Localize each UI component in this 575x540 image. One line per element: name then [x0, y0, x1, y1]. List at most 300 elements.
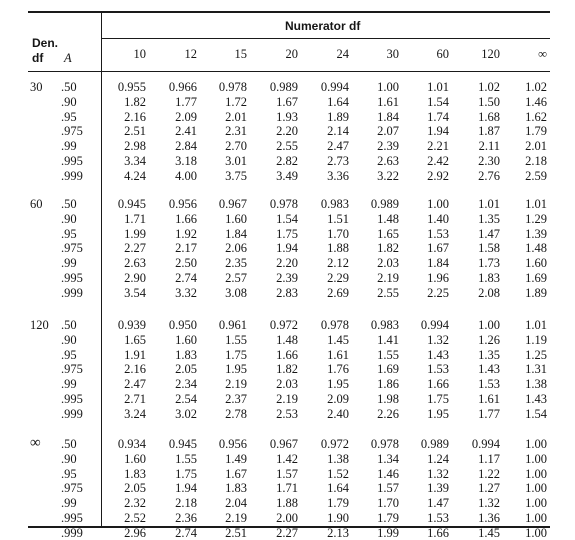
table-cell: 2.35 [225, 256, 247, 271]
column-header: 24 [336, 47, 349, 61]
den-df-value: ∞ [30, 435, 41, 451]
table-cell: 1.32 [427, 466, 449, 481]
table-cell: 1.82 [377, 241, 399, 256]
table-cell: 1.34 [377, 451, 399, 466]
table-cell: 1.01 [427, 80, 449, 94]
table-cell: 2.83 [276, 285, 298, 300]
alpha-level: .999 [61, 168, 83, 183]
table-cell: 1.49 [225, 451, 247, 466]
table-cell: 1.01 [525, 318, 547, 332]
table-cell: 2.51 [225, 525, 247, 540]
table-cell: 0.972 [320, 437, 349, 451]
table-cell: 1.45 [327, 332, 349, 347]
table-cell: 1.73 [478, 256, 500, 271]
table-cell: 2.19 [377, 271, 399, 285]
table-cell: 1.72 [225, 94, 247, 109]
table-cell: 2.55 [377, 285, 399, 300]
alpha-level: .999 [61, 525, 83, 540]
table-cell: 2.17 [175, 241, 197, 256]
table-cell: 1.43 [427, 347, 449, 362]
table-cell: 1.35 [478, 211, 500, 226]
table-cell: 2.18 [175, 496, 197, 511]
table-cell: 2.74 [175, 525, 197, 540]
table-cell: 3.18 [175, 154, 197, 168]
alpha-level: .50 [61, 80, 77, 94]
header-rule [28, 71, 550, 72]
den-df-value: 30 [30, 80, 43, 94]
table-cell: 1.32 [427, 332, 449, 347]
alpha-level: .90 [61, 94, 77, 109]
table-cell: 1.99 [124, 226, 146, 241]
table-cell: 0.961 [218, 318, 247, 332]
alpha-level: .95 [61, 466, 77, 481]
table-cell: 1.19 [525, 332, 547, 347]
table-cell: 2.19 [225, 511, 247, 525]
table-cell: 2.39 [276, 271, 298, 285]
table-cell: 1.57 [377, 481, 399, 496]
table-cell: 1.54 [525, 406, 547, 421]
table-cell: 1.00 [525, 451, 547, 466]
den-df-value: 120 [30, 318, 49, 332]
table-cell: 1.64 [327, 94, 349, 109]
table-cell: 1.36 [478, 511, 500, 525]
table-cell: 1.53 [427, 226, 449, 241]
table-cell: 2.36 [175, 511, 197, 525]
table-cell: 1.75 [225, 347, 247, 362]
table-cell: 1.39 [427, 481, 449, 496]
table-cell: 1.79 [377, 511, 399, 525]
den-label: Den. [32, 36, 59, 50]
alpha-level: .50 [61, 318, 77, 332]
table-cell: 1.87 [478, 124, 500, 139]
table-cell: 0.967 [218, 197, 247, 211]
table-cell: 1.00 [525, 525, 547, 540]
column-header: 30 [386, 47, 399, 61]
table-cell: 1.01 [525, 197, 547, 211]
f-distribution-table [28, 11, 550, 540]
table-cell: 1.22 [478, 466, 500, 481]
table-cell: 1.68 [478, 109, 500, 124]
table-cell: 2.20 [276, 256, 298, 271]
table-cell: 1.27 [478, 481, 500, 496]
table-cell: 2.16 [124, 109, 146, 124]
alpha-level: .999 [61, 285, 83, 300]
alpha-level: .50 [61, 437, 77, 451]
table-cell: 1.74 [427, 109, 449, 124]
table-cell: 1.79 [327, 496, 349, 511]
table-cell: 2.84 [175, 139, 197, 154]
table-cell: 2.40 [327, 406, 349, 421]
alpha-level: .50 [61, 197, 77, 211]
table-cell: 1.42 [276, 451, 298, 466]
table-cell: 1.62 [525, 109, 547, 124]
column-header: ∞ [538, 47, 547, 61]
table-cell: 0.956 [168, 197, 197, 211]
table-cell: 2.13 [327, 525, 349, 540]
table-cell: 2.41 [175, 124, 197, 139]
table-cell: 2.78 [225, 406, 247, 421]
table-cell: 1.61 [478, 392, 500, 406]
table-cell: 2.26 [377, 406, 399, 421]
table-cell: 0.983 [370, 318, 399, 332]
table-cell: 0.945 [168, 437, 197, 451]
table-cell: 2.05 [175, 362, 197, 377]
table-cell: 2.18 [525, 154, 547, 168]
table-cell: 2.06 [225, 241, 247, 256]
numerator-df-title: Numerator df [285, 19, 361, 33]
table-cell: 1.83 [225, 481, 247, 496]
table-cell: 1.75 [427, 392, 449, 406]
table-cell: 2.11 [478, 139, 500, 154]
table-cell: 0.934 [117, 437, 146, 451]
table-cell: 3.02 [175, 406, 197, 421]
table-cell: 1.31 [525, 362, 547, 377]
table-cell: 1.96 [427, 271, 449, 285]
table-cell: 1.99 [377, 525, 399, 540]
table-cell: 1.75 [175, 466, 197, 481]
table-cell: 1.70 [377, 496, 399, 511]
table-cell: 3.08 [225, 285, 247, 300]
table-cell: 2.01 [225, 109, 247, 124]
table-cell: 1.95 [225, 362, 247, 377]
table-cell: 1.39 [525, 226, 547, 241]
alpha-level: .90 [61, 332, 77, 347]
table-cell: 4.24 [124, 168, 146, 183]
table-cell: 2.01 [525, 139, 547, 154]
table-cell: 1.46 [377, 466, 399, 481]
table-cell: 3.54 [124, 285, 146, 300]
table-cell: 0.978 [218, 80, 247, 94]
column-header: 120 [481, 47, 500, 61]
table-cell: 0.994 [420, 318, 449, 332]
table-cell: 1.64 [327, 481, 349, 496]
table-cell: 1.54 [427, 94, 449, 109]
table-cell: 2.16 [124, 362, 146, 377]
table-cell: 0.994 [320, 80, 349, 94]
table-cell: 2.69 [327, 285, 349, 300]
alpha-level: .95 [61, 347, 77, 362]
column-header: 60 [436, 47, 449, 61]
table-cell: 0.945 [117, 197, 146, 211]
alpha-level: .99 [61, 256, 77, 271]
table-cell: 0.955 [117, 80, 146, 94]
table-cell: 1.53 [427, 511, 449, 525]
table-cell: 1.47 [427, 496, 449, 511]
table-cell: 1.24 [427, 451, 449, 466]
table-cell: 0.989 [420, 437, 449, 451]
table-cell: 1.70 [327, 226, 349, 241]
table-cell: 1.00 [478, 318, 500, 332]
table-cell: 1.83 [124, 466, 146, 481]
table-cell: 2.92 [427, 168, 449, 183]
table-cell: 2.50 [175, 256, 197, 271]
table-cell: 0.972 [269, 318, 298, 332]
table-cell: 2.04 [225, 496, 247, 511]
table-cell: 1.60 [225, 211, 247, 226]
table-cell: 1.29 [525, 211, 547, 226]
top-rule [28, 11, 550, 13]
table-cell: 1.92 [175, 226, 197, 241]
table-cell: 1.40 [427, 211, 449, 226]
table-cell: 2.39 [377, 139, 399, 154]
alpha-level: .99 [61, 139, 77, 154]
table-cell: 1.45 [478, 525, 500, 540]
table-cell: 2.96 [124, 525, 146, 540]
table-cell: 1.26 [478, 332, 500, 347]
table-cell: 1.46 [525, 94, 547, 109]
table-cell: 1.57 [276, 466, 298, 481]
table-cell: 3.49 [276, 168, 298, 183]
table-cell: 2.29 [327, 271, 349, 285]
table-cell: 1.95 [327, 377, 349, 392]
table-cell: 1.66 [427, 377, 449, 392]
table-cell: 2.51 [124, 124, 146, 139]
column-header: 12 [184, 47, 197, 61]
table-cell: 1.54 [276, 211, 298, 226]
table-cell: 1.60 [124, 451, 146, 466]
table-cell: 1.02 [478, 80, 500, 94]
table-cell: 0.983 [320, 197, 349, 211]
table-cell: 1.00 [525, 511, 547, 525]
alpha-level: .90 [61, 211, 77, 226]
table-cell: 1.43 [478, 362, 500, 377]
table-cell: 0.967 [269, 437, 298, 451]
table-cell: 1.52 [327, 466, 349, 481]
table-cell: 1.58 [478, 241, 500, 256]
table-cell: 1.25 [525, 347, 547, 362]
table-cell: 3.32 [175, 285, 197, 300]
table-cell: 1.88 [276, 496, 298, 511]
table-cell: 1.66 [427, 525, 449, 540]
table-cell: 0.950 [168, 318, 197, 332]
table-cell: 2.82 [276, 154, 298, 168]
table-cell: 1.61 [377, 94, 399, 109]
table-cell: 1.53 [478, 377, 500, 392]
table-cell: 1.83 [175, 347, 197, 362]
alpha-level: .999 [61, 406, 83, 421]
table-cell: 2.07 [377, 124, 399, 139]
table-cell: 2.54 [175, 392, 197, 406]
table-cell: 2.08 [478, 285, 500, 300]
table-cell: 1.53 [427, 362, 449, 377]
table-cell: 2.37 [225, 392, 247, 406]
table-cell: 1.82 [124, 94, 146, 109]
table-cell: 1.79 [525, 124, 547, 139]
table-cell: 3.75 [225, 168, 247, 183]
alpha-level: .95 [61, 226, 77, 241]
table-cell: 1.71 [276, 481, 298, 496]
table-cell: 2.42 [427, 154, 449, 168]
table-cell: 1.00 [525, 496, 547, 511]
table-cell: 1.65 [377, 226, 399, 241]
table-cell: 1.90 [327, 511, 349, 525]
table-cell: 0.989 [269, 80, 298, 94]
table-cell: 2.00 [276, 511, 298, 525]
table-cell: 2.47 [327, 139, 349, 154]
table-cell: 1.00 [377, 80, 399, 94]
table-cell: 1.89 [525, 285, 547, 300]
table-cell: 1.69 [377, 362, 399, 377]
alpha-level: .90 [61, 451, 77, 466]
table-cell: 1.93 [276, 109, 298, 124]
table-cell: 1.55 [225, 332, 247, 347]
table-cell: 1.38 [327, 451, 349, 466]
table-cell: 1.50 [478, 94, 500, 109]
table-cell: 2.09 [175, 109, 197, 124]
table-cell: 1.41 [377, 332, 399, 347]
table-cell: 1.91 [124, 347, 146, 362]
table-cell: 1.55 [377, 347, 399, 362]
table-cell: 1.94 [427, 124, 449, 139]
numerator-header-rule [101, 38, 550, 39]
table-cell: 2.12 [327, 256, 349, 271]
table-cell: 2.03 [276, 377, 298, 392]
alpha-level: .99 [61, 496, 77, 511]
table-cell: 1.47 [478, 226, 500, 241]
table-cell: 2.19 [276, 392, 298, 406]
table-cell: 1.02 [525, 80, 547, 94]
table-cell: 1.67 [427, 241, 449, 256]
table-cell: 1.84 [377, 109, 399, 124]
alpha-symbol: A [64, 51, 72, 65]
table-cell: 2.27 [276, 525, 298, 540]
table-cell: 0.978 [320, 318, 349, 332]
table-cell: 2.71 [124, 392, 146, 406]
table-cell: 1.67 [225, 466, 247, 481]
alpha-level: .995 [61, 392, 83, 406]
table-cell: 2.70 [225, 139, 247, 154]
alpha-level: .975 [61, 481, 83, 496]
table-cell: 1.51 [327, 211, 349, 226]
table-cell: 1.01 [478, 197, 500, 211]
table-cell: 2.14 [327, 124, 349, 139]
table-cell: 0.978 [269, 197, 298, 211]
table-cell: 2.25 [427, 285, 449, 300]
table-cell: 1.66 [276, 347, 298, 362]
table-cell: 2.52 [124, 511, 146, 525]
table-cell: 1.00 [525, 466, 547, 481]
table-cell: 1.43 [525, 392, 547, 406]
alpha-level: .975 [61, 124, 83, 139]
table-cell: 0.994 [471, 437, 500, 451]
table-cell: 1.75 [276, 226, 298, 241]
table-cell: 1.17 [478, 451, 500, 466]
table-cell: 1.89 [327, 109, 349, 124]
table-cell: 3.22 [377, 168, 399, 183]
table-cell: 2.74 [175, 271, 197, 285]
table-cell: 2.20 [276, 124, 298, 139]
table-cell: 0.939 [117, 318, 146, 332]
table-cell: 2.59 [525, 168, 547, 183]
den-df-value: 60 [30, 197, 43, 211]
alpha-level: .995 [61, 271, 83, 285]
table-cell: 3.34 [124, 154, 146, 168]
df-label: df [32, 51, 44, 65]
column-header: 20 [285, 47, 298, 61]
table-cell: 3.36 [327, 168, 349, 183]
table-cell: 1.00 [427, 197, 449, 211]
table-cell: 1.69 [525, 271, 547, 285]
table-cell: 0.989 [370, 197, 399, 211]
table-cell: 2.31 [225, 124, 247, 139]
table-cell: 1.84 [427, 256, 449, 271]
table-cell: 2.05 [124, 481, 146, 496]
table-cell: 1.55 [175, 451, 197, 466]
table-cell: 1.94 [175, 481, 197, 496]
table-cell: 2.30 [478, 154, 500, 168]
table-cell: 2.90 [124, 271, 146, 285]
table-cell: 1.82 [276, 362, 298, 377]
table-cell: 1.95 [427, 406, 449, 421]
alpha-level: .99 [61, 377, 77, 392]
table-cell: 2.19 [225, 377, 247, 392]
table-cell: 1.71 [124, 211, 146, 226]
table-cell: 1.38 [525, 377, 547, 392]
table-cell: 1.60 [175, 332, 197, 347]
table-cell: 1.48 [276, 332, 298, 347]
table-cell: 1.48 [525, 241, 547, 256]
table-cell: 0.956 [218, 437, 247, 451]
table-cell: 3.01 [225, 154, 247, 168]
table-cell: 2.63 [124, 256, 146, 271]
table-cell: 2.98 [124, 139, 146, 154]
table-cell: 1.98 [377, 392, 399, 406]
table-cell: 3.24 [124, 406, 146, 421]
table-cell: 1.84 [225, 226, 247, 241]
alpha-level: .975 [61, 241, 83, 256]
table-cell: 1.66 [175, 211, 197, 226]
table-cell: 2.47 [124, 377, 146, 392]
alpha-level: .995 [61, 511, 83, 525]
column-header: 10 [133, 47, 146, 61]
table-cell: 1.67 [276, 94, 298, 109]
table-cell: 1.77 [478, 406, 500, 421]
table-cell: 1.48 [377, 211, 399, 226]
table-cell: 1.35 [478, 347, 500, 362]
table-cell: 2.21 [427, 139, 449, 154]
table-cell: 1.00 [525, 437, 547, 451]
table-cell: 1.77 [175, 94, 197, 109]
table-cell: 2.76 [478, 168, 500, 183]
table-cell: 0.966 [168, 80, 197, 94]
table-cell: 2.09 [327, 392, 349, 406]
table-cell: 1.88 [327, 241, 349, 256]
table-cell: 1.83 [478, 271, 500, 285]
table-cell: 2.55 [276, 139, 298, 154]
table-cell: 2.27 [124, 241, 146, 256]
table-cell: 1.60 [525, 256, 547, 271]
table-cell: 2.57 [225, 271, 247, 285]
table-cell: 1.94 [276, 241, 298, 256]
table-cell: 1.76 [327, 362, 349, 377]
table-cell: 2.63 [377, 154, 399, 168]
alpha-level: .975 [61, 362, 83, 377]
table-cell: 1.65 [124, 332, 146, 347]
table-cell: 2.73 [327, 154, 349, 168]
table-cell: 1.86 [377, 377, 399, 392]
alpha-level: .995 [61, 154, 83, 168]
column-header: 15 [234, 47, 247, 61]
table-cell: 4.00 [175, 168, 197, 183]
table-cell: 2.53 [276, 406, 298, 421]
table-cell: 2.34 [175, 377, 197, 392]
table-cell: 2.03 [377, 256, 399, 271]
alpha-level: .95 [61, 109, 77, 124]
table-cell: 2.32 [124, 496, 146, 511]
table-cell: 1.32 [478, 496, 500, 511]
table-cell: 1.61 [327, 347, 349, 362]
table-cell: 0.978 [370, 437, 399, 451]
